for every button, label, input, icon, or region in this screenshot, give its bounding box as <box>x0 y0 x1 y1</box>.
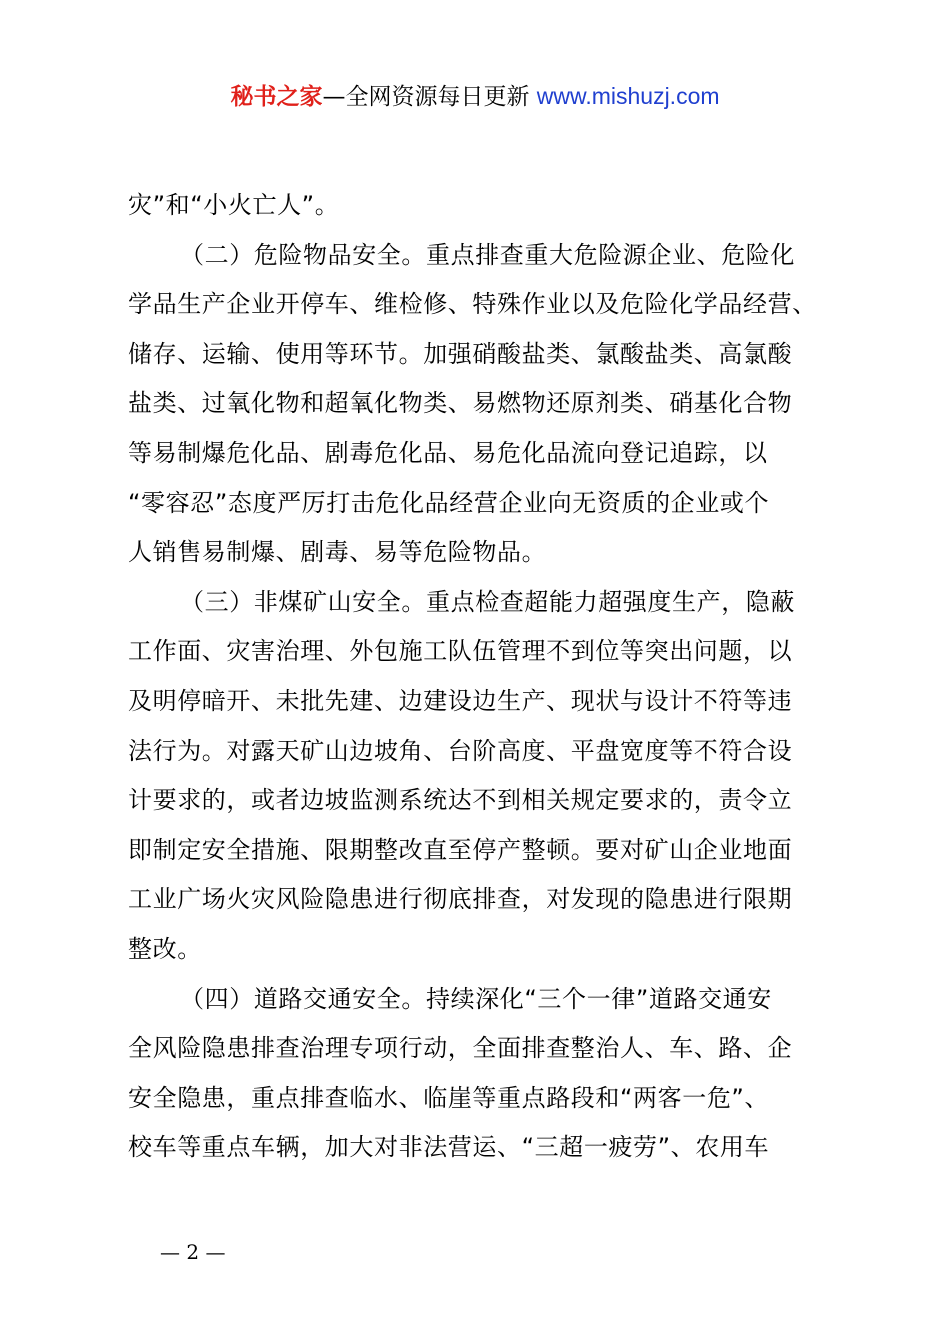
section-heading-line: （四）道路交通安全。持续深化“三个一律”道路交通安 <box>180 984 772 1013</box>
document-body <box>128 181 833 1173</box>
text-line: 即制定安全措施、限期整改直至停产整顿。要对矿山企业地面 <box>128 835 793 864</box>
text-line: “零容忍”态度严厉打击危化品经营企业向无资质的企业或个 <box>128 488 770 517</box>
text-line: 法行为。对露天矿山边坡角、台阶高度、平盘宽度等不符合设 <box>128 736 793 765</box>
site-slogan: —全网资源每日更新 <box>322 84 530 110</box>
text-line: 工作面、灾害治理、外包施工队伍管理不到位等突出问题，以 <box>128 637 793 666</box>
section-heading-line: （二）危险物品安全。重点排查重大危险源企业、危险化 <box>180 240 795 269</box>
text-line: 等易制爆危化品、剧毒危化品、易危化品流向登记追踪，以 <box>128 438 768 467</box>
text-line: 计要求的，或者边坡监测系统达不到相关规定要求的，责令立 <box>128 786 793 815</box>
text-line: 人销售易制爆、剧毒、易等危险物品。 <box>128 538 547 567</box>
site-brand: 秘书之家 <box>230 84 323 110</box>
text-line: 校车等重点车辆，加大对非法营运、“三超一疲劳”、农用车 <box>128 1133 770 1162</box>
text-line: 及明停暗开、未批先建、边建设边生产、现状与设计不符等违 <box>128 686 793 715</box>
site-url-link[interactable]: www.mishuzj.com <box>536 83 720 109</box>
section-heading-line: （三）非煤矿山安全。重点检查超能力超强度生产，隐蔽 <box>180 587 795 616</box>
text-line: 整改。 <box>128 934 202 963</box>
text-line: 储存、运输、使用等环节。加强硝酸盐类、氯酸盐类、高氯酸 <box>128 339 793 368</box>
text-line: 安全隐患，重点排查临水、临崖等重点路段和“两客一危”、 <box>128 1083 770 1112</box>
text-line: 灾”和“小火亡人”。 <box>128 191 340 219</box>
site-header <box>0 78 950 115</box>
text-line: 学品生产企业开停车、维检修、特殊作业以及危险化学品经营、 <box>128 290 817 319</box>
text-line: 盐类、过氧化物和超氧化物类、易燃物还原剂类、硝基化合物 <box>128 389 793 418</box>
page-number: — 2 — <box>160 1240 226 1264</box>
text-line: 全风险隐患排查治理专项行动，全面排查整治人、车、路、企 <box>128 1034 793 1063</box>
text-line: 工业广场火灾风险隐患进行彻底排查，对发现的隐患进行限期 <box>128 885 793 914</box>
